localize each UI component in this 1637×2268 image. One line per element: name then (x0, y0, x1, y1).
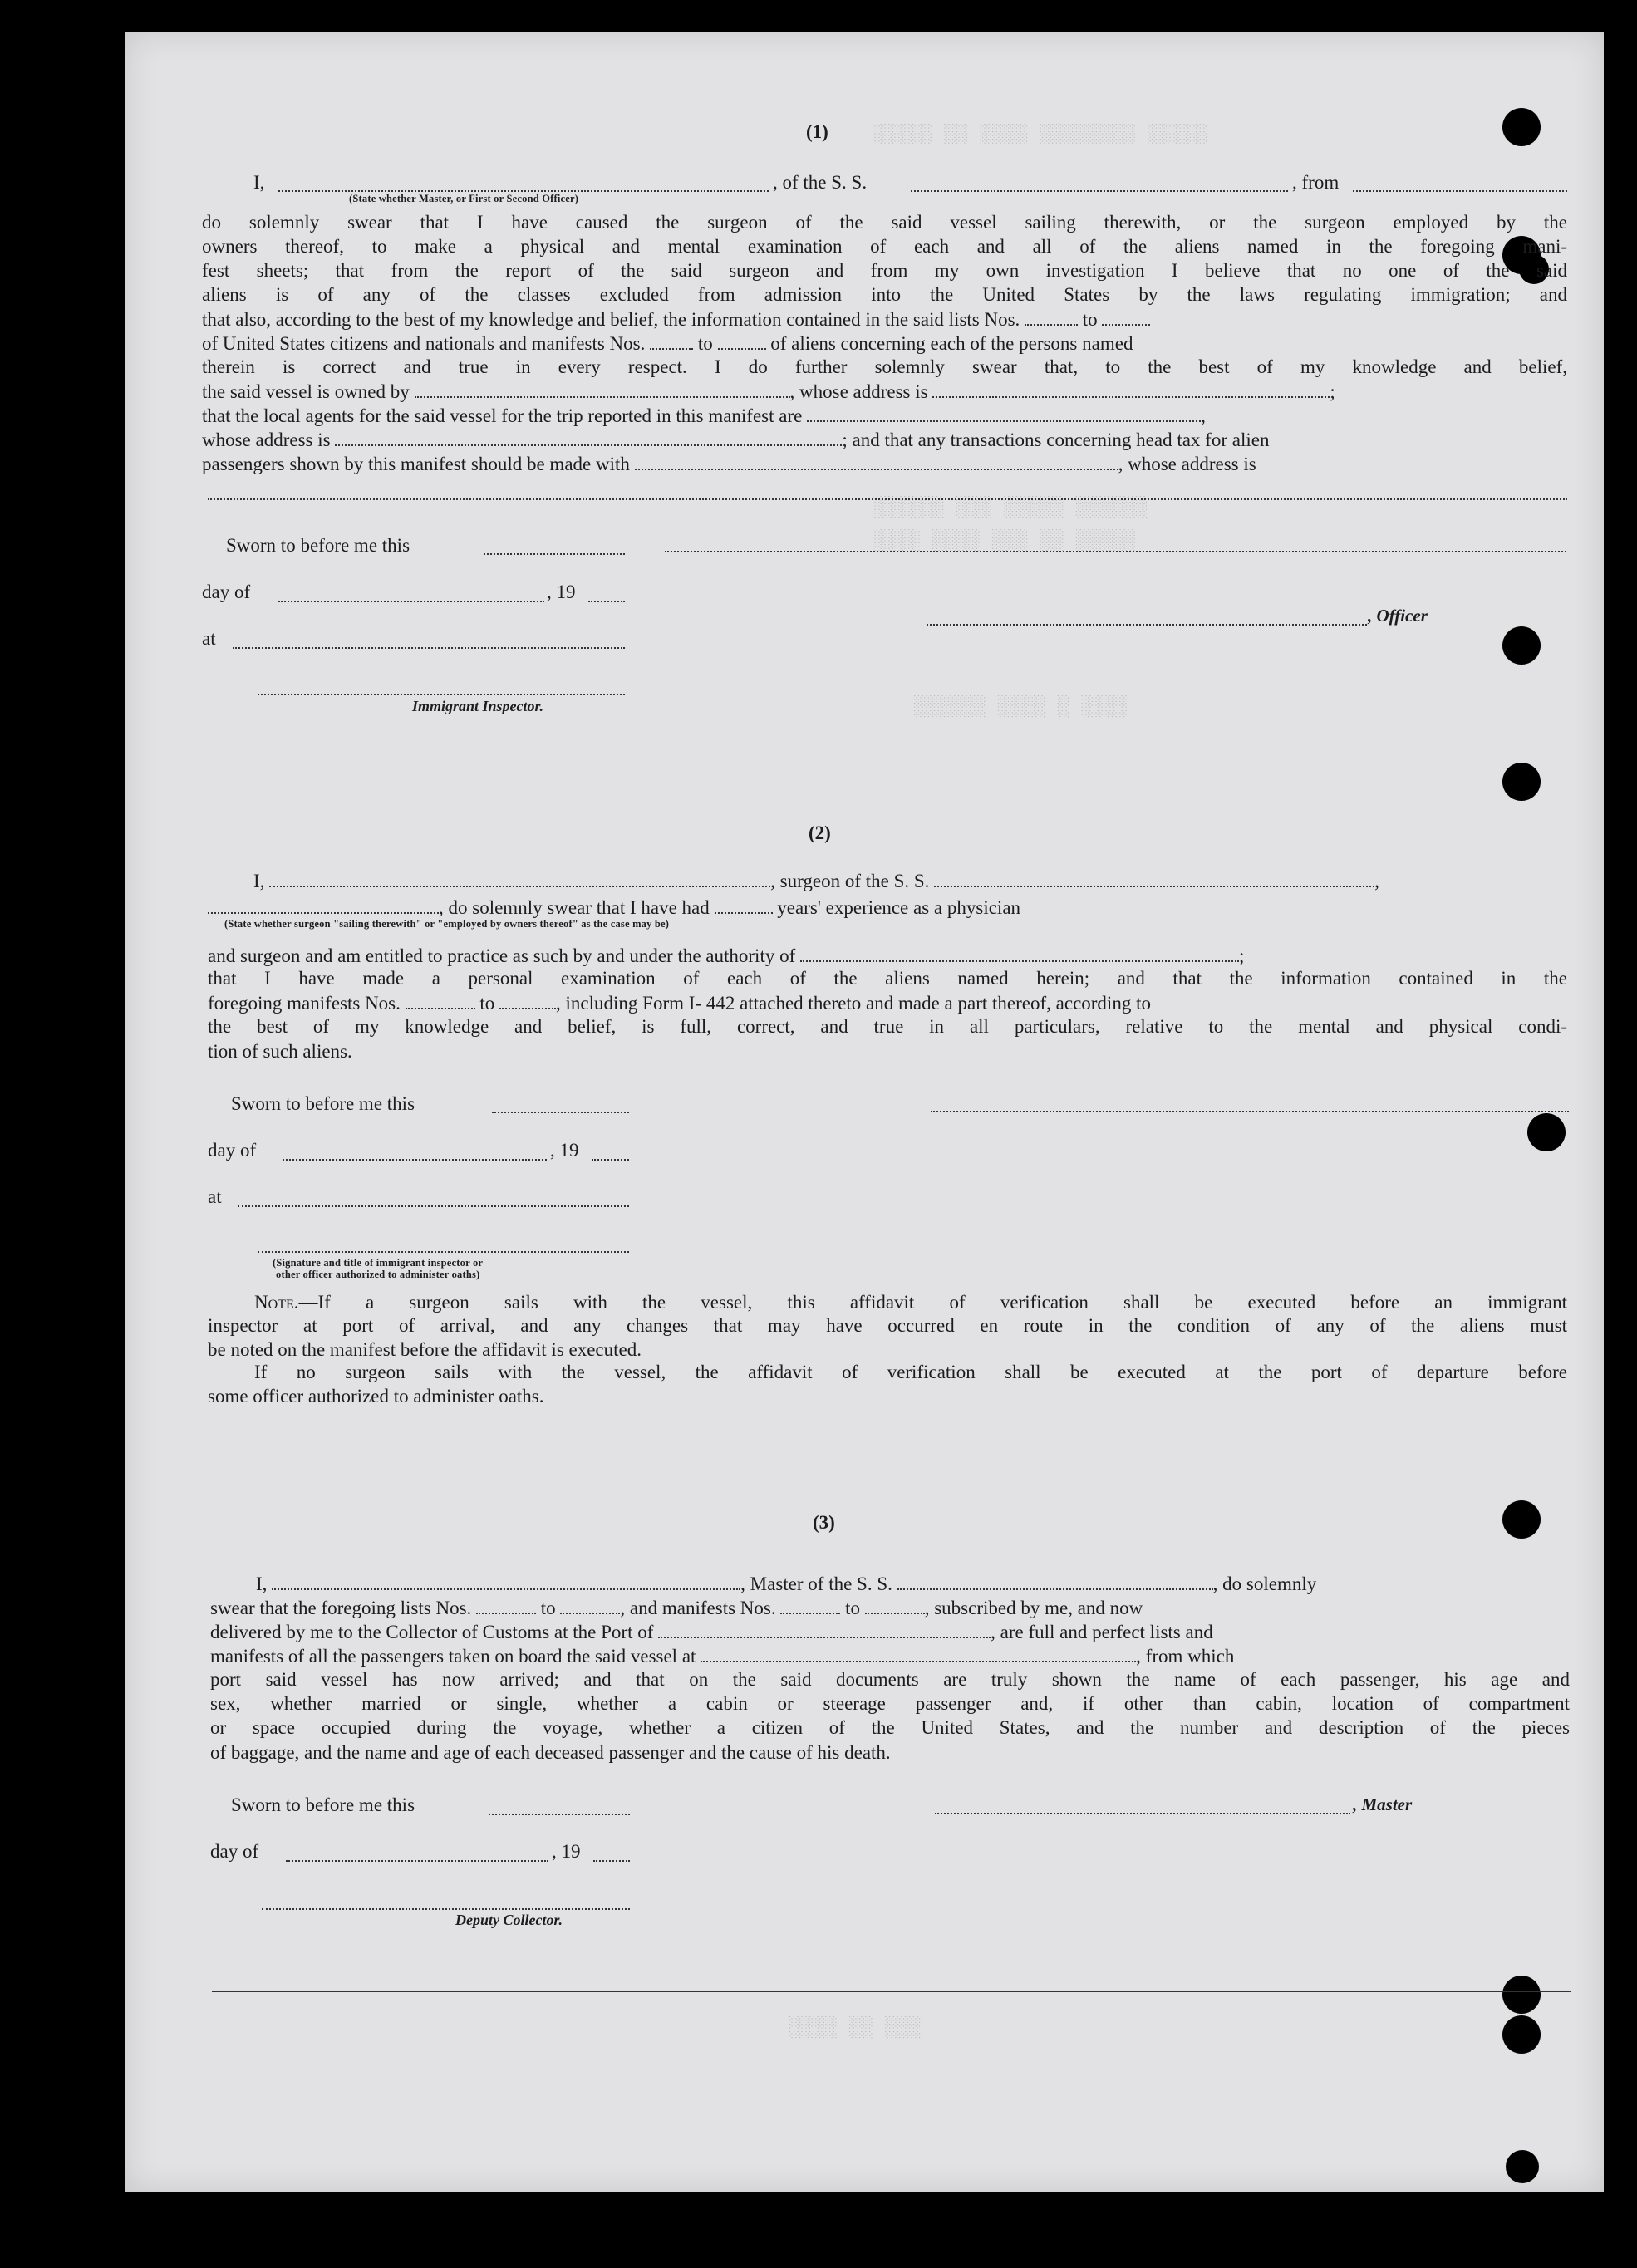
s1-owner-line: the said vessel is owned by , whose address is ; (202, 381, 1335, 402)
officer-signature-field[interactable] (927, 622, 1367, 626)
officer-name-field[interactable] (278, 189, 769, 192)
s1-officer-top-field[interactable] (665, 549, 1566, 552)
agent-address-field[interactable] (335, 430, 842, 446)
s1-from: , from (1292, 172, 1340, 193)
s3-lists-from-field[interactable] (476, 1598, 536, 1614)
s2-line5: foregoing manifests Nos. to , including Form I- 442 attached thereto and made a part thereof, according to (208, 993, 1151, 1014)
s2-note: If no surgeon sails with the vessel, the affidavit of verification shall be executed at the port of departure before (254, 1362, 1567, 1382)
s3-vessel-field[interactable] (897, 1573, 1213, 1590)
s3-line4: manifests of all the passengers taken on board the said vessel at , from which (210, 1646, 1235, 1667)
s3-line1: I, , Master of the S. S. , do solemnly (256, 1573, 1317, 1594)
bleed-through-text: ░░░░░ ░░ ░░░░ ░░░░░░░░ ░░░░░ (873, 125, 1208, 147)
s1-text: aliens is of any of the classes excluded from admission into the United States by the laws regulating immigration; and (202, 284, 1567, 305)
boarding-port-field[interactable] (701, 1646, 1136, 1662)
s2-year-field[interactable] (592, 1157, 629, 1161)
headtax-contact-field[interactable] (635, 454, 1118, 470)
s2-vessel-field[interactable] (934, 871, 1374, 887)
s2-sworn-date-field[interactable] (492, 1110, 629, 1113)
s3-year-field[interactable] (593, 1858, 630, 1862)
s3-manifests-from-field[interactable] (780, 1598, 840, 1614)
bleed-through-text: ░░░░ ░░ ░░░ (789, 2017, 922, 2040)
s2-line1: I, , surgeon of the S. S. , (253, 871, 1379, 891)
binder-hole (1502, 763, 1541, 801)
sig-title-note: other officer authorized to administer oaths) (276, 1269, 480, 1280)
s2-note: be noted on the manifest before the affidavit is executed. (208, 1339, 642, 1360)
s3-sworn: Sworn to before me this (231, 1794, 415, 1815)
master-signature-field[interactable] (935, 1811, 1350, 1814)
s1-text: therein is correct and true in every respect. I do further solemnly swear that, to the best of my knowledge and belief, (202, 356, 1567, 377)
s1-text: fest sheets; that from the report of the said surgeon and from my own investigation I believe that no one of the said (202, 260, 1567, 281)
s3-sworn-date-field[interactable] (489, 1812, 630, 1815)
s2-at-field[interactable] (238, 1204, 629, 1207)
s3-year: , 19 (552, 1841, 581, 1862)
manifests-no-from-field[interactable] (650, 333, 693, 350)
bleed-through-text: ░░░░░░ ░░░░ ░ ░░░░ (914, 696, 1130, 719)
binder-hole (1502, 1500, 1541, 1539)
sig-title-note: (Signature and title of immigrant inspector or (273, 1257, 484, 1269)
s3-text: port said vessel has now arrived; and that on the said documents are truly shown the name of each passenger, his age and (210, 1669, 1570, 1690)
master-caption: , Master (1353, 1794, 1413, 1814)
s2-sworn: Sworn to before me this (231, 1093, 415, 1114)
s3-lists-to-field[interactable] (560, 1598, 620, 1614)
manifests-no-to-field[interactable] (718, 333, 766, 350)
s2-text: that I have made a personal examination of each of the aliens named herein; and that the information contained in the (208, 968, 1567, 989)
s3-day-field[interactable] (286, 1858, 548, 1862)
s1-of-ss: , of the S. S. (773, 172, 868, 193)
surgeon-type-field[interactable] (208, 897, 439, 914)
s2-manifest-from-field[interactable] (406, 993, 475, 1009)
binder-hole (1502, 626, 1541, 665)
s1-headtax-line: passengers shown by this manifest should be made with , whose address is (202, 454, 1256, 474)
binder-hole (1506, 2150, 1539, 2183)
surgeon-name-field[interactable] (269, 871, 770, 887)
master-name-field[interactable] (272, 1573, 740, 1590)
s1-agents-line: that the local agents for the said vessel for the trip reported in this manifest are , (202, 405, 1206, 426)
inspector-caption: Immigrant Inspector. (412, 698, 544, 714)
s2-manifest-to-field[interactable] (499, 993, 556, 1009)
bottom-rule (212, 1991, 1571, 1992)
manifest-back-page (125, 32, 1604, 2192)
s3-text: or space occupied during the voyage, whether a citizen of the United States, and the number and description of the pieces (210, 1717, 1570, 1738)
s2-day-field[interactable] (283, 1157, 547, 1161)
deputy-signature-field[interactable] (262, 1907, 630, 1910)
inspector-signature-field[interactable] (258, 692, 625, 695)
s1-sworn: Sworn to before me this (226, 535, 410, 556)
note-label: Note. (254, 1292, 299, 1313)
officer-caption: , Officer (1368, 606, 1428, 626)
years-experience-field[interactable] (715, 897, 773, 914)
s2-line2: , do solemnly swear that I have had years' experience as a physician (208, 896, 1020, 920)
s3-day-of: day of (210, 1841, 259, 1862)
from-port-field[interactable] (1353, 189, 1567, 192)
s1-at: at (202, 628, 216, 649)
s2-text: the best of my knowledge and belief, is full, correct, and true in all particulars, relative to the mental and physical condi- (208, 1016, 1567, 1037)
owner-address-field[interactable] (932, 381, 1330, 398)
s1-agent-address-line: whose address is ; and that any transactions concerning head tax for alien (202, 430, 1270, 450)
s1-at-field[interactable] (233, 646, 625, 649)
s1-sworn-date-field[interactable] (484, 552, 625, 555)
s2-inspector-signature-field[interactable] (258, 1249, 629, 1253)
local-agents-field[interactable] (807, 405, 1201, 422)
lists-no-from-field[interactable] (1025, 309, 1078, 326)
lists-no-to-field[interactable] (1102, 309, 1150, 326)
practice-authority-field[interactable] (800, 945, 1239, 962)
s2-line3: and surgeon and am entitled to practice as such by and under the authority of ; (208, 945, 1245, 966)
s1-text: do solemnly swear that I have caused the surgeon of the said vessel sailing therewith, or the surgeon employed by the (202, 212, 1567, 233)
deputy-caption: Deputy Collector. (455, 1912, 563, 1928)
s2-note: inspector at port of arrival, and any changes that may have occurred en route in the condition of any of the aliens must (208, 1315, 1567, 1336)
vessel-name-field[interactable] (911, 189, 1288, 192)
port-of-arrival-field[interactable] (658, 1622, 991, 1638)
s3-manifests-to-field[interactable] (865, 1598, 925, 1614)
s1-text: owners thereof, to make a physical and mental examination of each and all of the aliens named in the foregoing mani- (202, 236, 1567, 257)
binder-hole (1502, 1976, 1541, 2014)
s1-year-field[interactable] (588, 599, 625, 602)
s2-note: Note.—If a surgeon sails with the vessel, this affidavit of verification shall be executed before an immigrant (254, 1292, 1567, 1313)
bleed-through-text: ░░░░░░ ░░░ ░░░░░ ░░░░░░ (873, 497, 1148, 519)
s3-line3: delivered by me to the Collector of Customs at the Port of , are full and perfect lists and (210, 1622, 1213, 1642)
s3-text: sex, whether married or single, whether a cabin or steerage passenger and, if other than cabin, location of compartment (210, 1693, 1570, 1714)
s2-day-of: day of (208, 1140, 257, 1161)
s3-text: of baggage, and the name and age of each deceased passenger and the cause of his death. (210, 1742, 891, 1763)
surgeon-type-note: (State whether surgeon "sailing therewith" or "employed by owners thereof" as the case may be) (224, 918, 670, 930)
section-1-number: (1) (806, 121, 828, 142)
section-3-number: (3) (813, 1512, 835, 1533)
bleed-through-text: ░░░░ ░░░░ ░░░ ░░ ░░░░░ (873, 530, 1136, 552)
s2-at: at (208, 1186, 222, 1207)
binder-hole (1502, 2015, 1541, 2054)
s2-note: some officer authorized to administer oaths. (208, 1386, 544, 1406)
s1-day-of: day of (202, 582, 251, 602)
surgeon-signature-field[interactable] (931, 1109, 1569, 1112)
headtax-address-field[interactable] (208, 497, 1567, 500)
s1-year: , 19 (547, 582, 576, 602)
binder-hole (1502, 108, 1541, 146)
officer-rank-note: (State whether Master, or First or Second Officer) (349, 193, 579, 204)
s2-year: , 19 (550, 1140, 579, 1161)
s1-manifests-line: of United States citizens and nationals and manifests Nos. to of aliens concerning each of the persons named (202, 333, 1133, 354)
section-2-number: (2) (809, 822, 831, 843)
s1-lists-line: that also, according to the best of my knowledge and belief, the information contained in the said lists Nos. to (202, 307, 1150, 331)
s3-line2: swear that the foregoing lists Nos. to , and manifests Nos. to , subscribed by me, and now (210, 1598, 1143, 1618)
binder-hole (1527, 1113, 1566, 1151)
s2-text: tion of such aliens. (208, 1041, 352, 1062)
s1-line-i: I, (253, 172, 265, 193)
owner-field[interactable] (415, 381, 790, 398)
s1-day-field[interactable] (278, 599, 544, 602)
